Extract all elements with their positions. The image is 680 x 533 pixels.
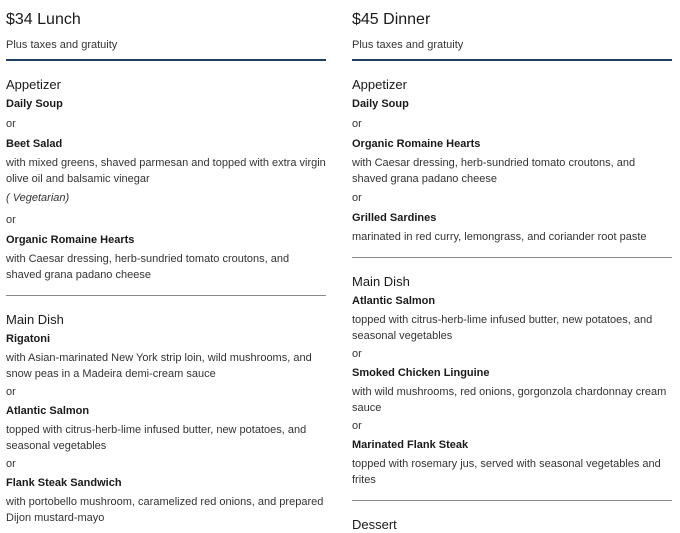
dinner-title-divider [352,59,672,61]
dish-description: with Caesar dressing, herb-sundried tomato croutons, and shaved grana padano cheese [6,253,290,281]
section-divider [352,500,672,501]
dinner-title: $45 Dinner [352,11,431,28]
dish-description: with wild mushrooms, red onions, gorgonzola chardonnay cream sauce [352,386,667,414]
dinner-subtitle: Plus taxes and gratuity [352,39,464,51]
section-divider [352,257,672,258]
dish-description: topped with citrus-herb-lime infused butter, new potatoes, and seasonal vegetables [6,424,307,452]
dinner-main-section [352,274,672,488]
lunch-title-divider [6,59,326,61]
dish-description: with Caesar dressing, herb-sundried tomato croutons, and shaved grana padano cheese [352,157,636,185]
dish-description: with Asian-marinated New York strip loin, wild mushrooms, and snow peas in a Madeira demi-cream sauce [6,352,312,380]
dish-name: Beet Salad [6,138,63,150]
dish-name: Marinated Flank Steak [352,439,469,451]
or-separator: or [6,214,16,226]
or-separator: or [352,192,362,204]
dish-name: Flank Steak Sandwich [6,477,122,489]
dish-description: with mixed greens, shaved parmesan and topped with extra virgin olive oil and balsamic vinegar [6,157,326,185]
or-separator: or [352,420,362,432]
lunch-title: $34 Lunch [6,11,81,28]
dietary-note: ( Vegetarian) [6,192,70,204]
or-separator: or [6,118,16,130]
section-heading: Appetizer [352,77,407,92]
or-separator: or [352,118,362,130]
section-heading: Main Dish [352,274,410,289]
dish-description: with portobello mushroom, caramelized red onions, and prepared Dijon mustard-mayo [6,496,324,524]
dish-name: Smoked Chicken Linguine [352,367,490,379]
lunch-main-section [6,312,326,526]
dish-name: Atlantic Salmon [352,295,436,307]
dish-name: Atlantic Salmon [6,405,90,417]
or-separator: or [352,348,362,360]
lunch-menu [6,0,326,526]
or-separator: or [6,386,16,398]
dinner-dessert-section [352,517,672,533]
section-heading: Dessert [352,517,397,532]
dish-description: marinated in red curry, lemongrass, and coriander root paste [352,231,647,243]
section-divider [6,295,326,296]
dish-name: Organic Romaine Hearts [6,234,135,246]
dish-name: Organic Romaine Hearts [352,138,481,150]
dish-name: Grilled Sardines [352,212,437,224]
dish-description: topped with rosemary jus, served with seasonal vegetables and frites [352,458,661,486]
section-heading: Appetizer [6,77,61,92]
section-heading: Main Dish [6,312,64,327]
dish-description: topped with citrus-herb-lime infused butter, new potatoes, and seasonal vegetables [352,314,653,342]
dish-name: Daily Soup [6,98,63,110]
lunch-appetizer-section [6,77,326,283]
dinner-appetizer-section [352,77,672,245]
dish-name: Rigatoni [6,333,50,345]
dinner-menu [352,0,672,533]
dish-name: Daily Soup [352,98,409,110]
or-separator: or [6,458,16,470]
lunch-subtitle: Plus taxes and gratuity [6,39,118,51]
